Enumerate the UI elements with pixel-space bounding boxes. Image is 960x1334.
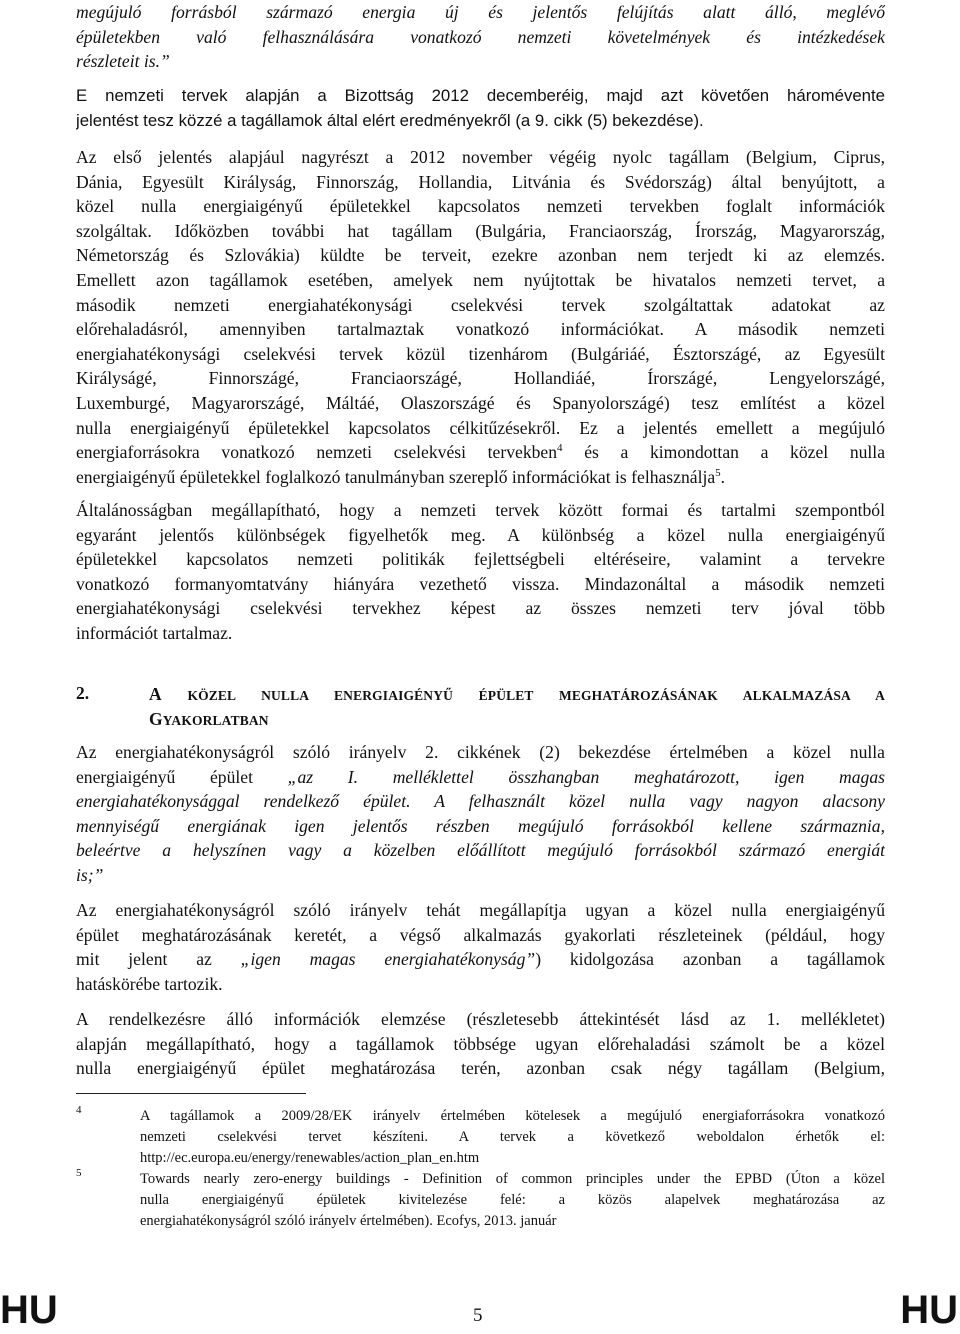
footnote-line: Towards nearly zero-energy buildings - Definition of common principles under the EPBD (Úton a közel (140, 1171, 885, 1187)
text-line: A rendelkezésre álló információk elemzése (részletesebb áttekintését lásd az 1. mellékletet) (76, 1009, 885, 1029)
text-line: hatáskörébe tartozik. (76, 973, 223, 994)
text-line: egyaránt jelentős különbségek figyelhetők meg. A különbség a közel nulla energiaigényű (76, 524, 885, 545)
text-line: energiahatékonysági cselekvési tervek közül tizenhárom (Bulgáriáé, Észtországé, az Egyesült (76, 343, 885, 364)
section-heading (149, 682, 885, 731)
text-line (76, 765, 885, 790)
footnote-line: energiahatékonyságról szóló irányelv értelmében). Ecofys, 2013. január (140, 1213, 557, 1229)
text-line: épületekben való felhasználására vonatkozó nemzeti követelmények és intézkedések (76, 26, 885, 47)
text-line: szolgáltak. Időközben további hat tagállam (Bulgária, Franciaország, Írország, Magyarország, (76, 220, 885, 241)
footnote-ref-4[interactable]: 4 (557, 442, 563, 455)
heading-line (149, 707, 885, 732)
footnote-5 (140, 1169, 885, 1232)
text-line: Az első jelentés alapjául nagyrészt a 2012 november végéig nyolc tagállam (Belgium, Ciprus, (76, 147, 885, 167)
paragraph-available-info (76, 1007, 885, 1081)
text-line: Dánia, Egyesült Királyság, Finnország, Hollandia, Litvánia és Svédország) által benyújtott, a (76, 171, 885, 192)
heading-text: KÖZEL NULLA ENERGIAIGÉNYŰ ÉPÜLET MEGHATÁROZÁSÁNAK ALKALMAZÁSA A (161, 688, 885, 703)
text-run: . (720, 466, 726, 487)
footnote-link[interactable]: http://ec.europa.eu/energy/renewables/action_plan_en.htm (140, 1150, 480, 1166)
text-line: épület meghatározásának keretét, a végső alkalmazás gyakorlati részleteinek (például, hogy (76, 924, 885, 945)
text-run: energiaigényű épületekkel foglalkozó tanulmányban szereplő információkat is felhasználja (76, 466, 716, 487)
text-run: ) kidolgozása azonban a tagállamok (535, 949, 885, 970)
footer-language-right: HU (900, 1288, 958, 1332)
text-line: Az energiahatékonyságról szóló irányelv tehát megállapítja ugyan a közel nulla energiaigényű (76, 900, 885, 920)
text-line: nulla energiaigényű épületekkel kapcsolatos célkitűzésekről. Ez a jelentés emellett a megújuló (76, 417, 885, 438)
paragraph-reports (76, 84, 885, 133)
paragraph-first-report (76, 145, 885, 489)
quote-continuation (76, 0, 885, 74)
emphasis: „igen magas energiahatékonyság” (240, 949, 536, 970)
text-line: Emellett azon tagállamok esetében, amelyek nem nyújtottak be hivatalos nemzeti tervet, a (76, 269, 885, 290)
text-run: energiaigényű épület (76, 766, 288, 787)
section-number: 2. (76, 683, 90, 703)
text-run: és a kimondottan a közel nulla (562, 442, 885, 463)
quoted-definition: „az I. melléklettel összhangban meghatározott, igen magas (287, 766, 885, 787)
footnote-separator (76, 1093, 306, 1094)
text-line: energiahatékonysági cselekvési tervekhez képest az összes nemzeti terv jóval több (76, 598, 885, 619)
text-line: Luxemburgé, Magyarországé, Máltáé, Olaszországé és Spanyolországé) tesz említést a közel (76, 392, 885, 413)
text-line: beleértve a helyszínen vagy a közelben előállított megújuló forrásokból származó energiát (76, 840, 885, 861)
text-line: E nemzeti tervek alapján a Bizottság 2012 decemberéig, majd azt követően háromévente (76, 86, 885, 105)
footnote-4 (140, 1106, 885, 1169)
footnote-line: nulla energiaigényű épületek kivitelezése felé: a közös alapelvek meghatározása az (140, 1192, 885, 1208)
text-run: mit jelent az (76, 949, 241, 970)
heading-text: YAKORLATBAN (162, 712, 269, 728)
text-line: információt tartalmaz. (76, 622, 233, 643)
text-line: Királyságé, Finnországé, Franciaországé, Hollandiáé, Írországé, Lengyelországé, (76, 368, 885, 389)
text-line: vonatkozó formanyomtatvány hiányára vezethető vissza. Mindazonáltal a második nemzeti (76, 573, 885, 594)
heading-initial: A (149, 684, 162, 704)
text-line: energiahatékonysággal rendelkező épület. A felhasznált közel nulla vagy nagyon alacsony (76, 791, 885, 812)
footer-language-left: HU (0, 1288, 58, 1332)
footnote-line: nemzeti cselekvési tervet készíteni. A tervek a következő weboldalon érhetők el: (140, 1129, 885, 1145)
heading-line (149, 682, 885, 707)
text-line (76, 440, 885, 465)
text-line: Általánosságban megállapítható, hogy a nemzeti tervek között formai és tartalmi szempontból (76, 500, 885, 520)
text-line: Németország és Szlovákia) küldte be terveit, ezekre azonban nem terjedt ki az elemzés. (76, 245, 885, 266)
text-line: jelentést tesz közzé a tagállamok által elért eredményekről (a 9. cikk (5) bekezdése). (76, 110, 704, 130)
heading-initial: G (149, 708, 163, 729)
footnote-marker: 4 (76, 1104, 82, 1116)
text-line: Az energiahatékonyságról szóló irányelv 2. cikkének (2) bekezdése értelmében a közel nulla (76, 742, 885, 762)
footnote-marker: 5 (76, 1167, 82, 1179)
text-line (76, 465, 885, 490)
footnote-ref-5[interactable]: 5 (715, 466, 721, 479)
text-line: alapján megállapítható, hogy a tagállamok többsége ugyan előrehaladási számolt be a közel (76, 1033, 885, 1054)
text-line: második nemzeti energiahatékonysági cselekvési tervek szolgáltattak adatokat az (76, 294, 885, 315)
paragraph-framework (76, 898, 885, 996)
text-line: épületekkel kapcsolatos nemzeti politikák fejlettségbeli eltéréseire, valamint a tervekre (76, 549, 885, 570)
text-line: nulla energiaigényű épület meghatározása terén, azonban csak négy tagállam (Belgium, (76, 1058, 885, 1079)
page-number: 5 (473, 1305, 483, 1326)
text-line: közel nulla energiaigényű épületekkel kapcsolatos nemzeti tervekben foglalt információk (76, 196, 885, 217)
paragraph-directive (76, 740, 885, 888)
text-line: előrehaladásról, amennyiben tartalmaztak vonatkozó információkat. A második nemzeti (76, 319, 885, 340)
text-run: energiaforrásokra vonatkozó nemzeti cselekvési tervekben (76, 442, 558, 463)
footnote-line: A tagállamok a 2009/28/EK irányelv értelmében kötelesek a megújuló energiaforrásokra vonatkozó (140, 1108, 885, 1124)
text-line (76, 947, 885, 972)
text-line: megújuló forrásból származó energia új és jelentős felújítás alatt álló, meglévő (76, 2, 885, 22)
text-line: részleteit is.” (76, 51, 170, 72)
paragraph-general (76, 498, 885, 646)
text-line: is;” (76, 864, 104, 885)
text-line: mennyiségű energiának igen jelentős részben megújuló forrásokból kellene származnia, (76, 815, 885, 836)
